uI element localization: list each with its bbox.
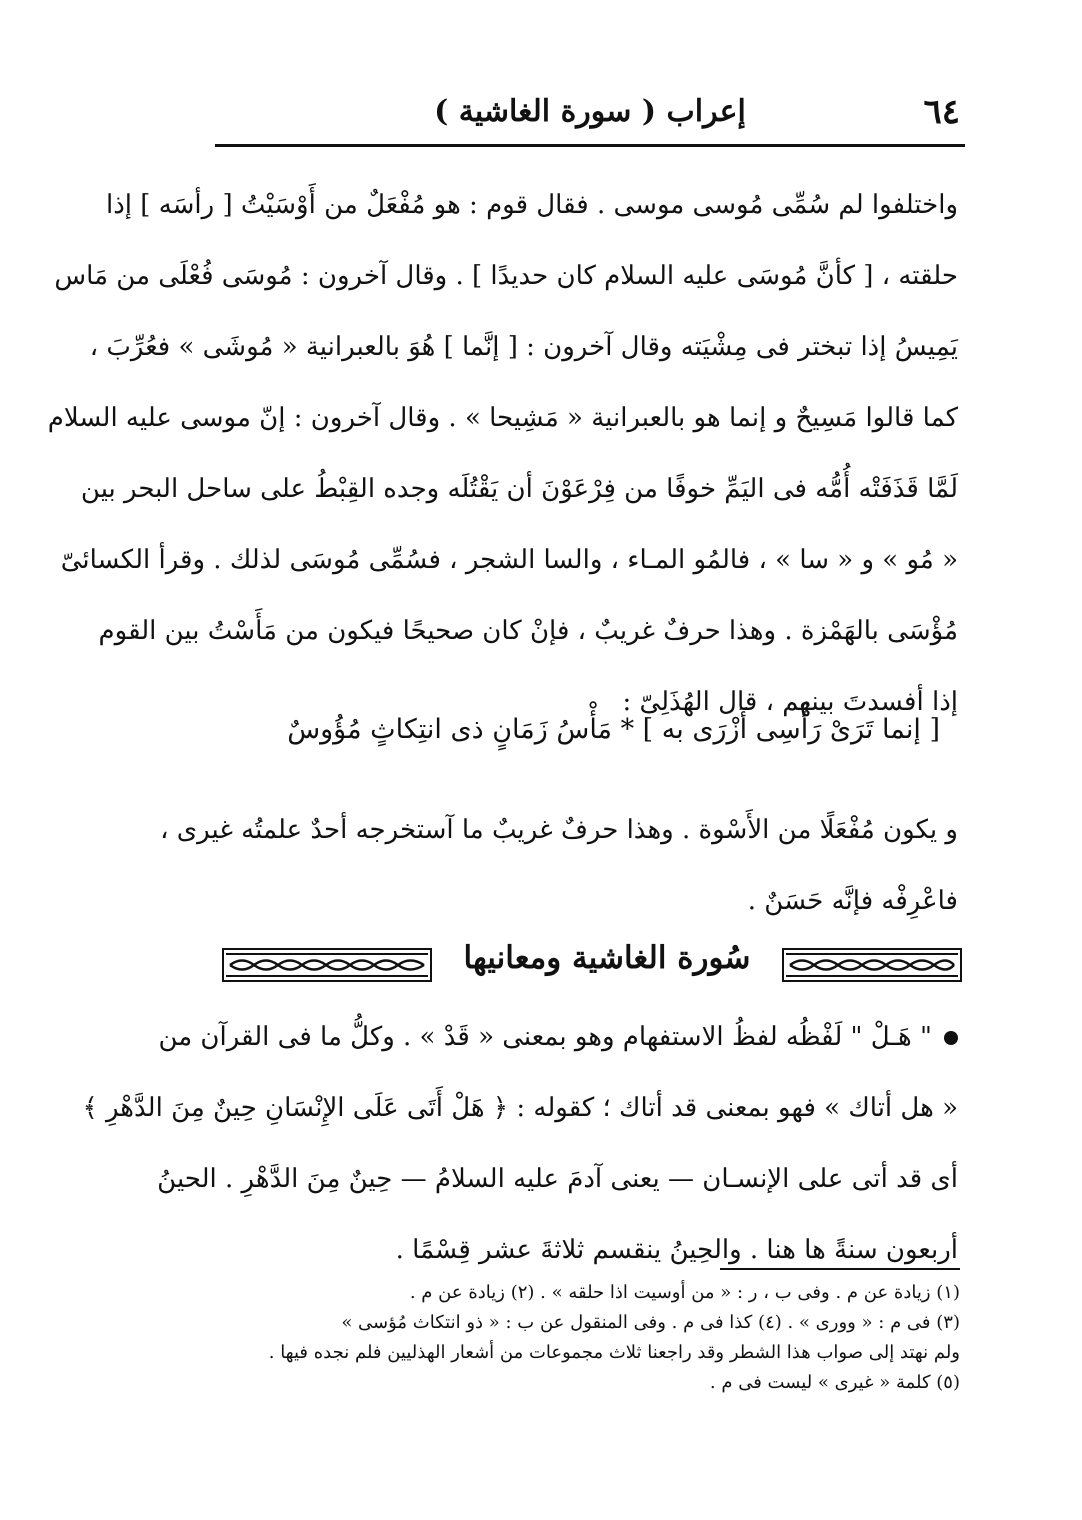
text-line: « مُو » و « سا » ، فالمُو المـاء ، والسا الشجر ، فسُمِّى مُوسَى لذلك . وقرأ الكسائىّ xyxy=(60,545,958,575)
section-title: سُورة الغاشية ومعانيها xyxy=(463,940,751,976)
main-text-block xyxy=(47,170,958,738)
footnote-line: ولم نهتد إلى صواب هذا الشطر وقد راجعنا ثلاث مجموعات من أشعار الهذليين فلم نجده فيها . xyxy=(268,1342,960,1363)
ornament-band-left xyxy=(222,948,432,982)
text-line: واختلفوا لم سُمِّى مُوسى موسى . فقال قوم : هو مُفْعَلٌ من أَوْسَيْتُ [ رأسَه ] إذا xyxy=(106,190,958,220)
text-line: أى قد أتى على الإنسـان — يعنى آدمَ عليه السلامُ — حِينٌ مِنَ الدَّهْرِ . الحينُ xyxy=(157,1164,958,1194)
text-line xyxy=(158,1005,958,1076)
text-line: يَمِيسُ إذا تبختر فى مِشْيَته وقال آخرون : [ إنَّما ] هُوَ بالعبرانية « مُوشَى » فعُرِّبَ ، xyxy=(89,332,958,362)
footnote-line: (١) زيادة عن م . وفى ب ، ر : « من أوسيت اذا حلقه » . (٢) زيادة عن م . xyxy=(409,1282,960,1303)
text-line: مُؤْسَى بالهَمْزة . وهذا حرفٌ غريبٌ ، فإنْ كان صحيحًا فيكون من مَأَسْتُ بين القوم xyxy=(98,616,958,646)
text-line-content: " هَـلْ " لَفْظُه لفظُ الاستفهام وهو بمعنى « قَدْ » . وكلُّ ما فى القرآن من xyxy=(158,1022,932,1052)
text-line: إذا أفسدتَ بينهم ، قال الهُذَلِىّ : xyxy=(622,687,958,717)
text-line: حلقته ، [ كأنَّ مُوسَى عليه السلام كان حديدًا ] . وقال آخرون : مُوسَى فُعْلَى من مَاس xyxy=(54,261,958,291)
text-line: و يكون مُفْعَلًا من الأَسْوة . وهذا حرفٌ غريبٌ ما آستخرجه أحدٌ علمتُه غيرى ، xyxy=(160,815,958,845)
text-line: كما قالوا مَسِيحٌ و إنما هو بالعبرانية « مَشِيحا » . وقال آخرون : إنّ موسى عليه السلام xyxy=(47,403,958,433)
text-line: لَمَّا قَذَفَتْه أُمُّه فى اليَمِّ خوفًا من فِرْعَوْنَ أن يَقْتُلَه وجده القِبْطُ على ساحل البحر بين xyxy=(80,474,958,504)
footnotes xyxy=(230,1278,960,1398)
text-line: « هل أتاك » فهو بمعنى قد أتاك ؛ كقوله : ﴿ هَلْ أَتَى عَلَى الإِنْسَانِ حِينٌ مِنَ الدَّهْرِ ﴾ xyxy=(82,1093,958,1123)
header-rule xyxy=(215,144,965,147)
running-title: إعراب ( سورة الغاشية ) xyxy=(434,94,746,129)
page-number: ٦٤ xyxy=(923,92,960,132)
poetry-verse: [ إنما تَرَىْ رَأْسِى أَزْرَى به ] * مَأْسُ زَمَانٍ ذى انتِكاثٍ مُؤُوسٌ xyxy=(287,714,940,745)
page-header xyxy=(220,92,960,136)
footnote-line: (٣) فى م : « وورى » . (٤) كذا فى م . وفى المنقول عن ب : « ذو انتكاث مُؤسى » xyxy=(341,1312,960,1333)
text-line: فاعْرِفْه فإنَّه حَسَنٌ . xyxy=(747,886,958,916)
section-text-block xyxy=(82,1005,958,1289)
section-heading xyxy=(222,940,962,990)
bullet-icon xyxy=(944,1031,958,1045)
footnote-line: (٥) كلمة « غيرى » ليست فى م . xyxy=(709,1372,960,1393)
text-line: أربعون سنةً ها هنا . والحِينُ ينقسم ثلاثةَ عشر قِسْمًا . xyxy=(395,1235,958,1265)
footnote-rule xyxy=(720,1268,960,1270)
text-after-verse xyxy=(160,795,958,937)
ornament-band-right xyxy=(782,948,962,982)
